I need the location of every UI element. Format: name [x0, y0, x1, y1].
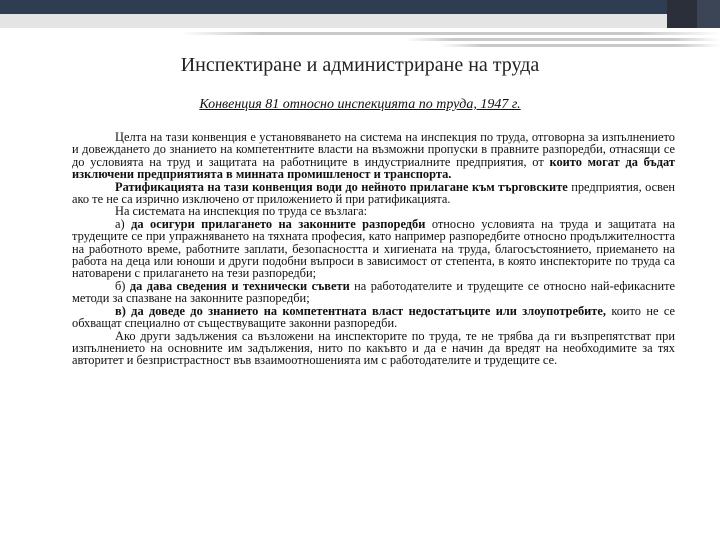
top-decorative-bar [0, 0, 720, 14]
paragraph-duty-c: в) да доведе до знанието на компетентната власт недостатъците или злоупотребите, които не се обхващат специално от съществуващите законни разпоредби. [72, 303, 675, 331]
paragraph-duty-b: б) да дава сведения и технически съвети на работодателите и трудещите се относно най-ефикасните методи за спазване на законните разпоредби; [72, 278, 676, 306]
document-body [72, 131, 675, 367]
corner-decoration-accent [697, 0, 720, 28]
decorative-line [405, 38, 720, 41]
page-title: Инспектиране и администриране на труда [180, 54, 540, 76]
paragraph-duties-intro: На системата на инспекция по труда се възлага: [115, 204, 368, 219]
paragraph-ratification: Ратификацията на тази конвенция води до нейното прилагане към търговските предприятия, освен ако те не са изрично изключено от приложението й при ратификацията. [72, 179, 675, 207]
decorative-line [180, 32, 720, 35]
top-decorative-band [0, 14, 720, 28]
decorative-line [440, 44, 720, 47]
paragraph-other-duties: Ако други задължения са възложени на инспекторите по труда, те не трябва да ги възпрепятстват при изпълнението на основните им задължения, нито по какъвто и да е начин да вредят на необходимите за тях авторитет и безпристрастност във взаимоотношенията им с работодателите и трудещите се. [72, 328, 675, 368]
paragraph-purpose: Целта на тази конвенция е установяването на система на инспекция по труда, отговорна за изпълнението и довеждането до знанието на компетентните власти на възможни пропуски в правните разпоредби, отнасящи се до условията на труд и защитата на работниците в индустриалните предприятия, от които могат да бъдат изключени предприятията в минната промишленост и транспорта. [72, 130, 675, 182]
convention-subtitle: Конвенция 81 относно инспекцията по труда, 1947 г. [199, 97, 521, 112]
paragraph-duty-a: а) да осигури прилагането на законните разпоредби относно условията на труда и защитата на трудещите се при упражняването на тяхната професия, като например разпоредбите относно продължителността на работното време, работните заплати, безопасността и хигиената на труда, благосъстоянието, приемането на работа на деца или юноши и други подобни въпроси в зависимост от степента, в която инспекторите по труда са натоварени с прилагането на тези разпоредби; [72, 216, 675, 281]
